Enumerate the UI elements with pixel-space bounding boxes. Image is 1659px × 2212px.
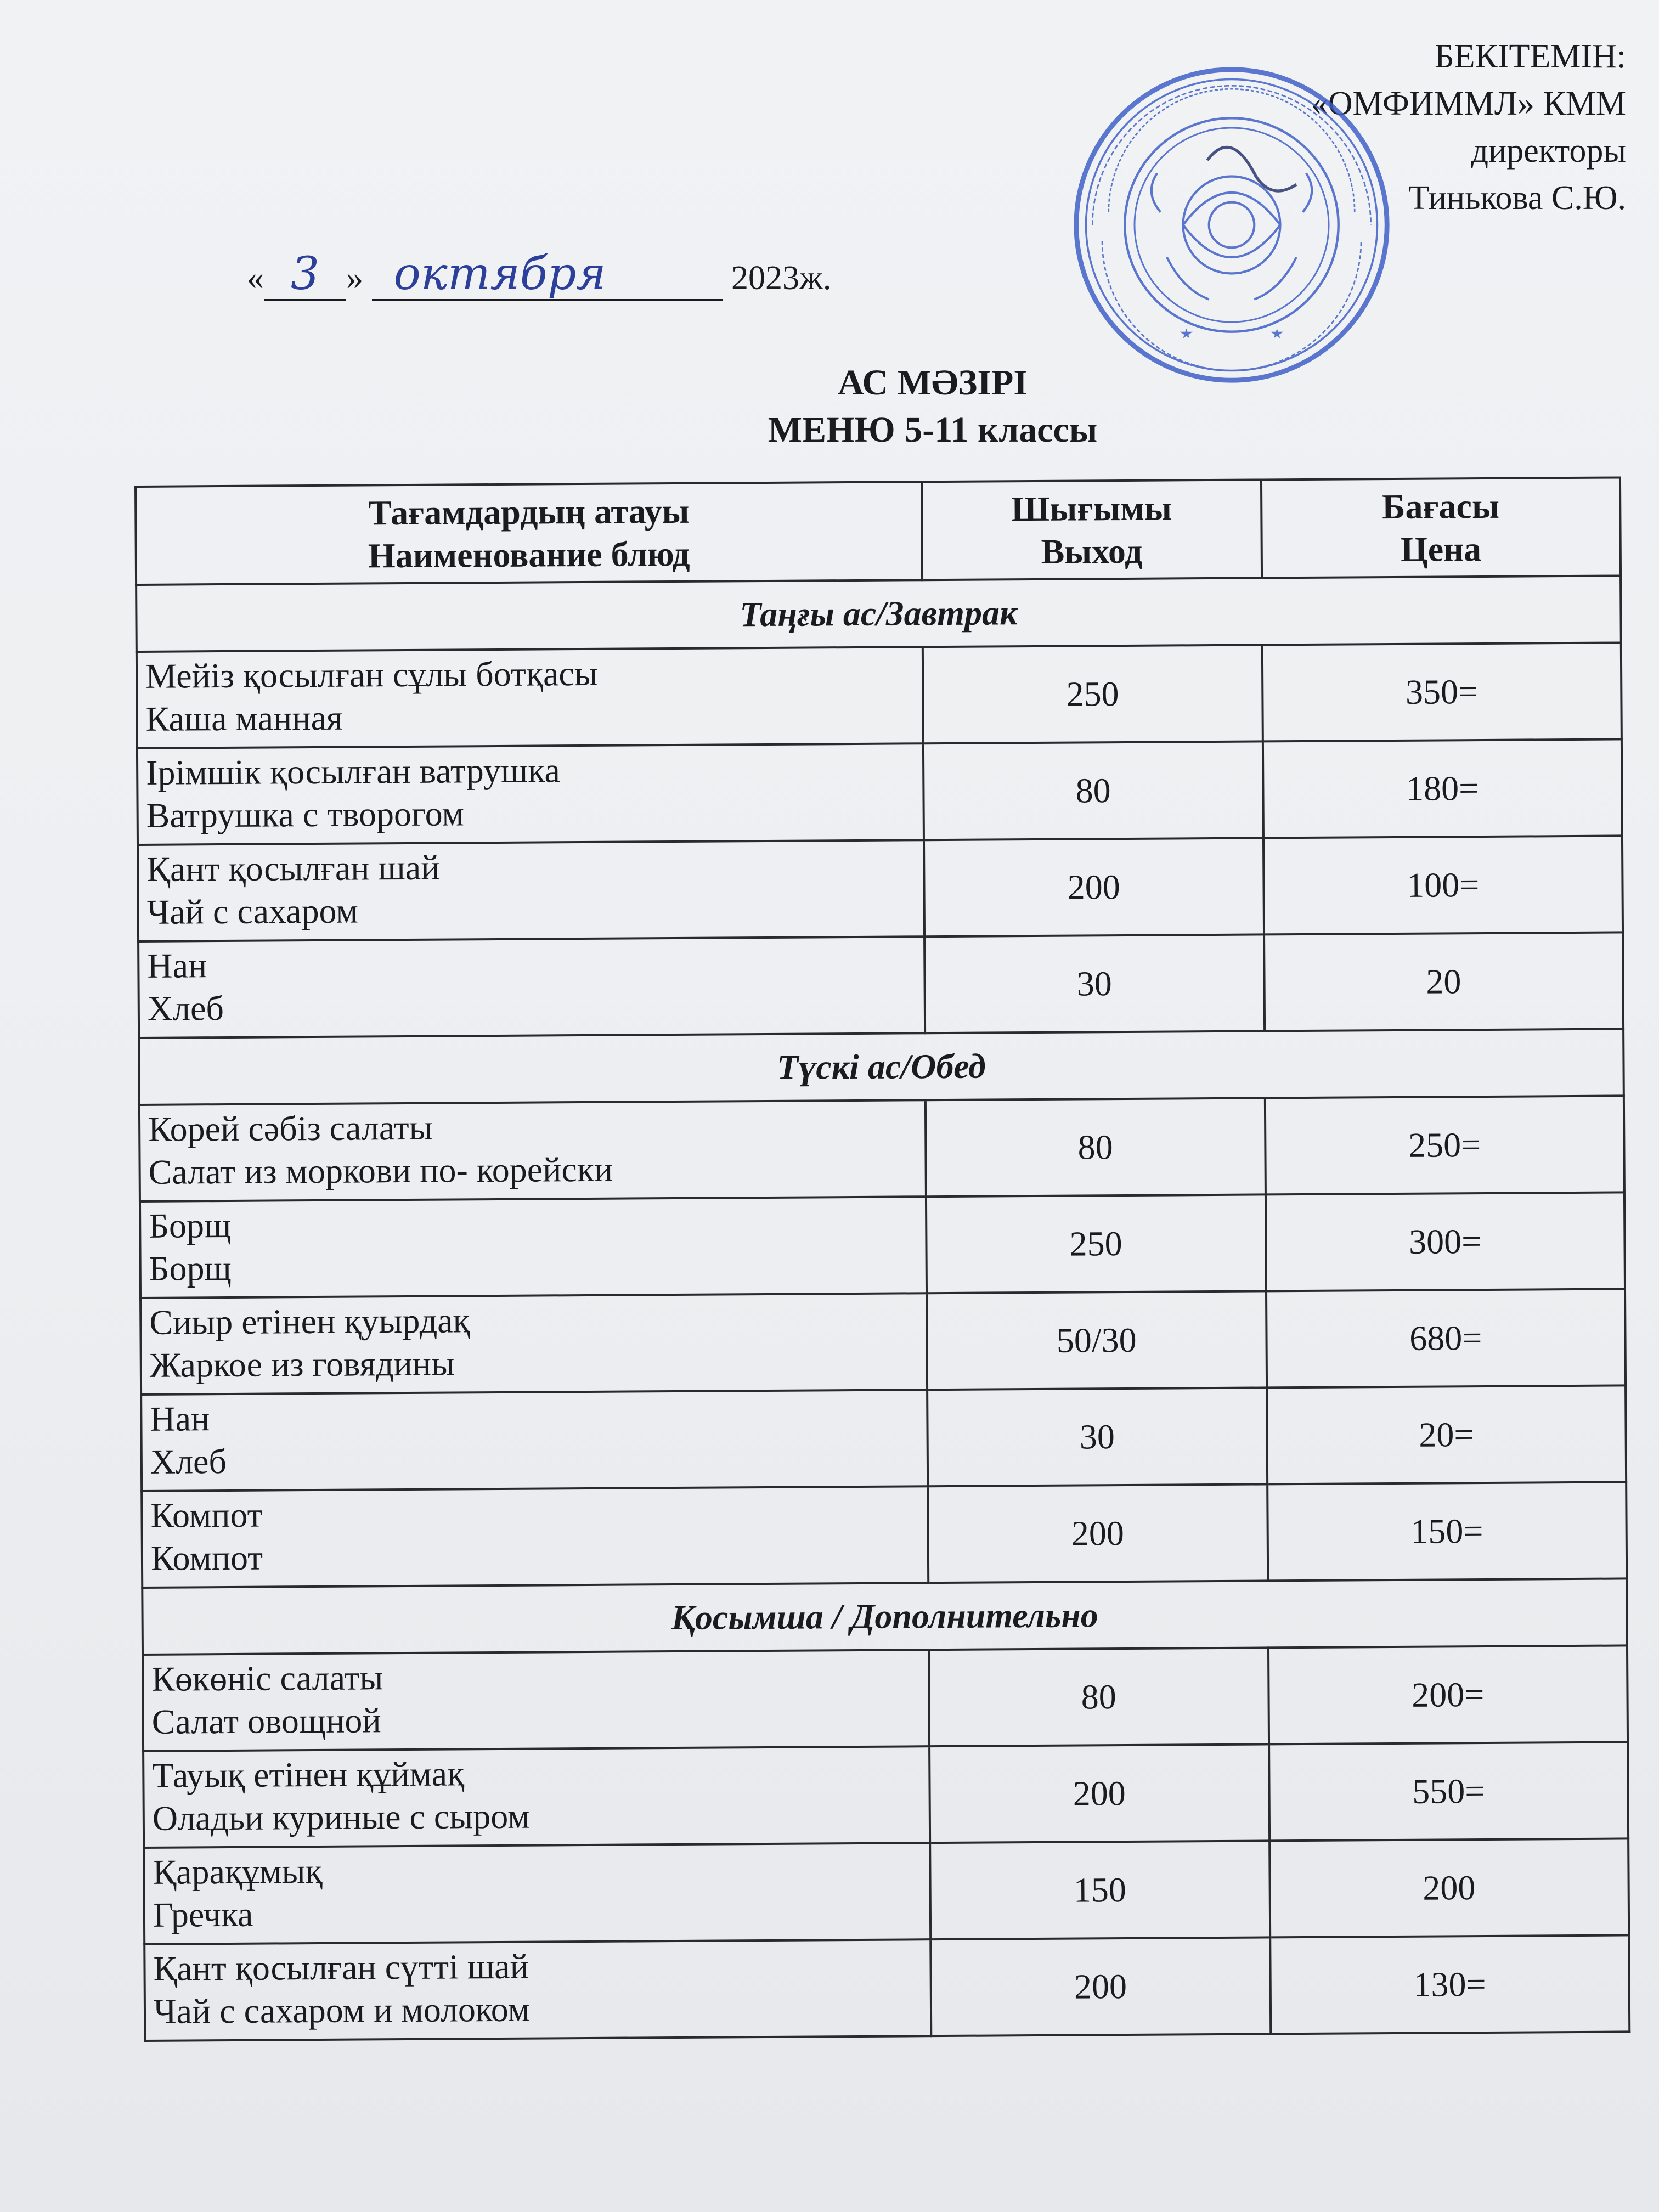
dish-name-ru: Чай с сахаром и молоком [153, 1989, 531, 2031]
dish-name-kz: Көкөніс салаты [151, 1658, 383, 1699]
dish-output: 80 [926, 1098, 1266, 1197]
date-open-quote: « [247, 259, 264, 297]
dish-name-cell [141, 1390, 928, 1491]
section-title: Таңғы ас/Завтрак [136, 575, 1621, 652]
dish-price: 680= [1266, 1289, 1626, 1387]
dish-name-cell [138, 936, 925, 1038]
approval-organization: «ОМФИММЛ» КММ [1311, 85, 1626, 122]
section-row [139, 1029, 1624, 1105]
dish-name-ru: Каша манная [145, 698, 343, 738]
dish-name-ru: Салат овощной [151, 1701, 381, 1741]
dish-name-kz: Ірімшік қосылған ватрушка [145, 751, 560, 792]
menu-title [603, 359, 1262, 454]
table-row [140, 1192, 1625, 1298]
dish-output: 250 [926, 1194, 1266, 1293]
section-title: Қосымша / Дополнительно [142, 1578, 1627, 1655]
section-title: Түскі ас/Обед [139, 1029, 1624, 1105]
table-row [140, 1289, 1626, 1395]
table-row [137, 739, 1622, 845]
date-close-quote: » [346, 259, 363, 297]
dish-price: 250= [1265, 1096, 1624, 1194]
dish-name-cell [142, 1486, 928, 1588]
header-dish-name [136, 482, 922, 585]
dish-name-ru: Хлеб [150, 1442, 227, 1481]
dish-name-kz: Тауық етінен құймақ [152, 1754, 465, 1795]
dish-price: 130= [1270, 1935, 1630, 2034]
dish-price: 100= [1263, 836, 1623, 934]
dish-price: 350= [1262, 642, 1622, 741]
dish-name-kz: Компот [150, 1495, 263, 1535]
dish-name-ru: Борщ [149, 1248, 232, 1288]
section-row [136, 575, 1621, 652]
dish-name-cell [137, 647, 923, 748]
section-row [142, 1578, 1627, 1655]
dish-output: 30 [927, 1387, 1267, 1486]
dish-name-cell [137, 743, 924, 845]
dish-output: 80 [923, 741, 1263, 840]
menu-title-kz: АС МӘЗІРІ [837, 363, 1028, 403]
header-output [922, 479, 1262, 580]
table-row [137, 642, 1622, 748]
menu-table-body [136, 575, 1629, 2040]
table-header-row [136, 477, 1621, 585]
menu-title-ru: МЕНЮ 5-11 классы [768, 410, 1098, 450]
dish-output: 250 [923, 645, 1263, 743]
header-price [1261, 477, 1621, 578]
dish-price: 300= [1265, 1192, 1625, 1291]
dish-output: 50/30 [927, 1291, 1267, 1390]
dish-name-ru: Оладьи куриные с сыром [152, 1796, 530, 1838]
date-line [247, 250, 831, 301]
dish-name-cell [140, 1293, 927, 1395]
dish-output: 200 [930, 1937, 1271, 2036]
header-price-ru: Цена [1400, 529, 1482, 569]
header-price-kz: Бағасы [1381, 486, 1500, 526]
dish-price: 550= [1269, 1742, 1629, 1841]
dish-output: 150 [930, 1841, 1270, 1939]
dish-name-kz: Корей сәбіз салаты [148, 1108, 433, 1149]
dish-name-cell [140, 1197, 927, 1298]
dish-name-ru: Чай с сахаром [146, 891, 359, 932]
table-row [141, 1385, 1626, 1491]
date-day: 3 [264, 250, 346, 301]
menu-table [134, 476, 1630, 2042]
dish-name-ru: Хлеб [147, 989, 224, 1028]
table-row [138, 836, 1623, 941]
date-year: 2023ж. [731, 259, 832, 297]
header-output-ru: Выход [1041, 531, 1143, 571]
dish-price: 200= [1268, 1645, 1628, 1744]
dish-name-kz: Нан [150, 1399, 210, 1438]
table-row [143, 1645, 1628, 1751]
dish-name-cell [144, 1843, 930, 1944]
dish-name-kz: Қарақұмық [153, 1851, 323, 1892]
table-row [139, 1096, 1624, 1201]
approval-heading: БЕКІТЕМІН: [1435, 38, 1626, 75]
table-row [142, 1482, 1627, 1588]
dish-name-cell [143, 1746, 930, 1848]
dish-name-cell [139, 1100, 926, 1201]
table-row [143, 1742, 1628, 1848]
dish-price: 150= [1267, 1482, 1627, 1581]
header-dish-name-kz: Тағамдардың атауы [368, 491, 690, 532]
dish-price: 20 [1264, 932, 1624, 1031]
dish-output: 200 [924, 838, 1264, 936]
dish-price: 200 [1269, 1838, 1629, 1937]
dish-name-ru: Компот [150, 1538, 263, 1578]
dish-output: 80 [929, 1647, 1269, 1746]
dish-name-kz: Қант қосылған шай [146, 848, 440, 889]
approval-position: директоры [1471, 132, 1626, 170]
dish-name-kz: Борщ [149, 1205, 232, 1245]
dish-name-cell [144, 1939, 931, 2041]
dish-output: 200 [929, 1744, 1269, 1843]
dish-name-kz: Сиыр етінен қуырдақ [149, 1301, 470, 1342]
dish-name-cell [143, 1650, 929, 1751]
official-round-seal-icon [1070, 63, 1393, 387]
dish-name-ru: Гречка [153, 1894, 253, 1934]
header-dish-name-ru: Наименование блюд [368, 534, 690, 575]
dish-name-ru: Салат из моркови по- корейски [148, 1149, 613, 1192]
dish-name-cell [138, 840, 924, 941]
header-output-kz: Шығымы [1011, 488, 1172, 528]
dish-name-kz: Нан [147, 946, 207, 985]
table-row [138, 932, 1623, 1038]
dish-price: 180= [1262, 739, 1622, 838]
table-row [144, 1838, 1629, 1944]
dish-name-ru: Жаркое из говядины [149, 1344, 455, 1385]
dish-name-kz: Қант қосылған сүтті шай [153, 1946, 529, 1988]
dish-output: 30 [924, 934, 1265, 1033]
dish-output: 200 [928, 1484, 1268, 1583]
approval-signatory: Тинькова С.Ю. [1408, 179, 1626, 217]
dish-name-kz: Мейіз қосылған сұлы ботқасы [145, 653, 598, 696]
table-row [144, 1935, 1629, 2041]
dish-price: 20= [1267, 1385, 1627, 1484]
date-month: октября [372, 250, 723, 301]
dish-name-ru: Ватрушка с творогом [146, 794, 465, 835]
